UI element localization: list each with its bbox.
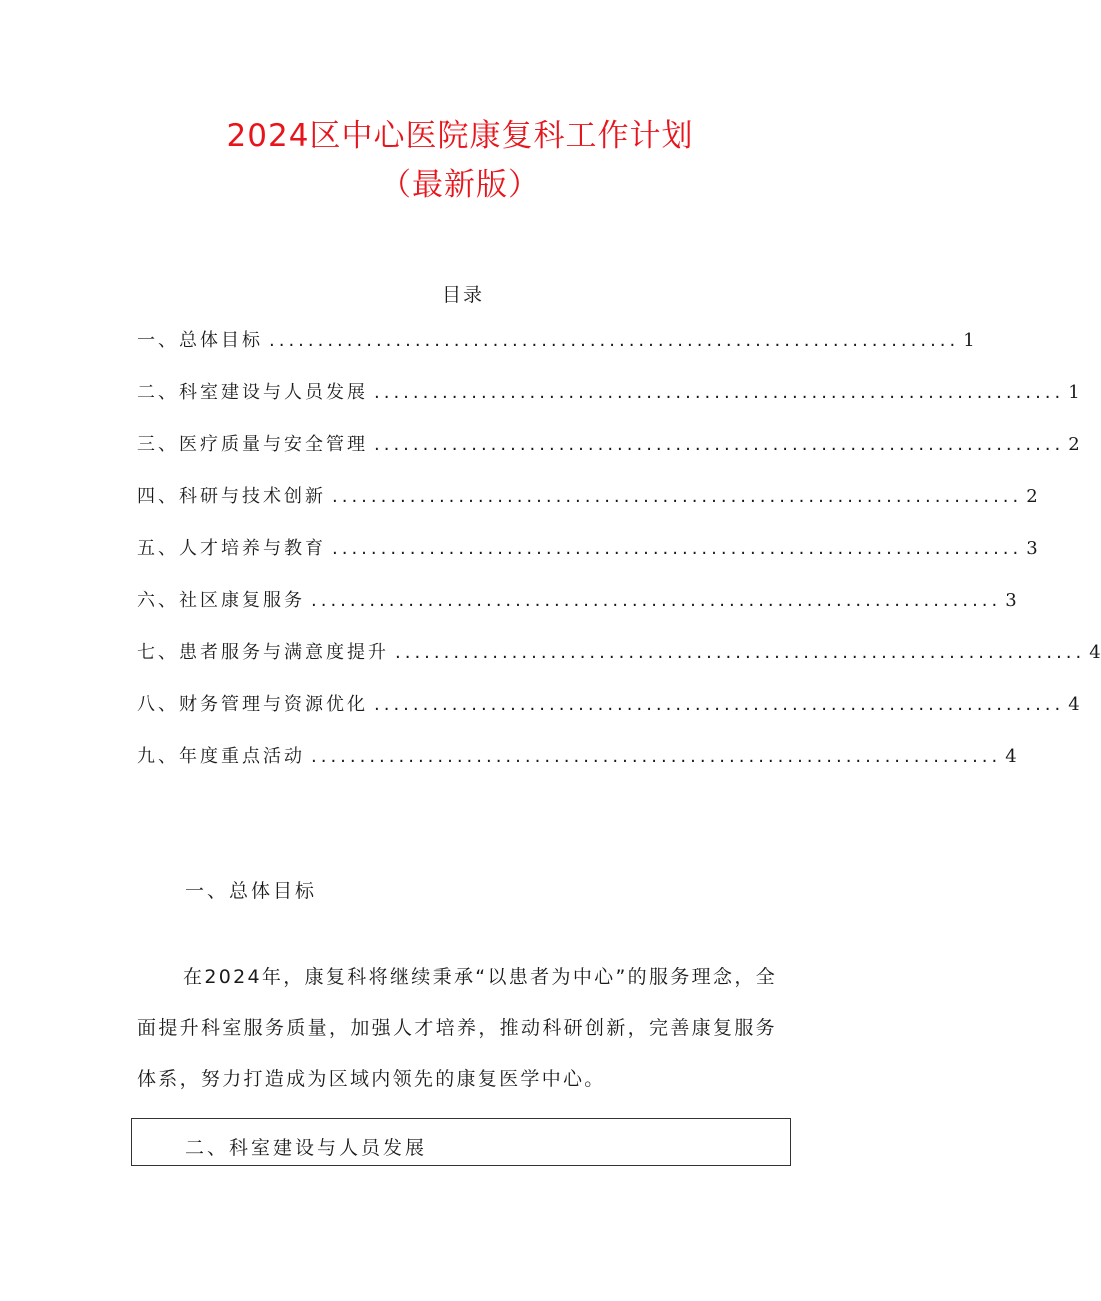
toc-item-5[interactable] bbox=[137, 534, 1038, 586]
toc-item-page: 4 bbox=[1005, 746, 1017, 767]
toc-item-4[interactable] bbox=[137, 482, 1038, 534]
toc-item-label: 六、社区康复服务 bbox=[137, 590, 305, 611]
toc-leader-dots: ....................................................................... bbox=[374, 434, 1065, 455]
toc-item-7[interactable] bbox=[137, 638, 1101, 690]
toc-item-9[interactable] bbox=[137, 742, 1017, 794]
toc-item-3[interactable] bbox=[137, 430, 1080, 482]
section-heading-2-box bbox=[131, 1118, 791, 1166]
toc-leader-dots: ....................................................................... bbox=[269, 330, 960, 351]
toc-leader-dots: ....................................................................... bbox=[332, 538, 1023, 559]
toc-item-1[interactable] bbox=[137, 326, 975, 378]
toc-item-label: 四、科研与技术创新 bbox=[137, 486, 326, 507]
toc-item-page: 2 bbox=[1026, 486, 1038, 507]
toc-leader-dots: ....................................................................... bbox=[332, 486, 1023, 507]
toc-heading: 目录 bbox=[441, 284, 484, 306]
toc-item-label: 五、人才培养与教育 bbox=[137, 538, 326, 559]
toc-item-label: 八、财务管理与资源优化 bbox=[137, 694, 368, 715]
toc-item-label: 三、医疗质量与安全管理 bbox=[137, 434, 368, 455]
toc-item-label: 一、总体目标 bbox=[137, 330, 263, 351]
toc-item-page: 1 bbox=[1068, 382, 1080, 403]
toc-item-page: 4 bbox=[1089, 642, 1101, 663]
toc-item-page: 3 bbox=[1005, 590, 1017, 611]
toc-item-label: 二、科室建设与人员发展 bbox=[137, 382, 368, 403]
toc-item-2[interactable] bbox=[137, 378, 1080, 430]
section-1-paragraph: 在2024年，康复科将继续秉承“以患者为中心”的服务理念，全面提升科室服务质量，加强人才培养，推动科研创新，完善康复服务体系，努力打造成为区域内领先的康复医学中心。 bbox=[137, 966, 777, 1090]
toc-leader-dots: ....................................................................... bbox=[374, 694, 1065, 715]
toc-item-label: 九、年度重点活动 bbox=[137, 746, 305, 767]
document-title: 2024区中心医院康复科工作计划 bbox=[226, 118, 694, 154]
toc-leader-dots: ....................................................................... bbox=[374, 382, 1065, 403]
toc-leader-dots: ....................................................................... bbox=[311, 746, 1002, 767]
toc-item-page: 2 bbox=[1068, 434, 1080, 455]
toc-item-8[interactable] bbox=[137, 690, 1080, 742]
toc-item-label: 七、患者服务与满意度提升 bbox=[137, 642, 389, 663]
toc-item-page: 4 bbox=[1068, 694, 1080, 715]
section-heading-2: 二、科室建设与人员发展 bbox=[185, 1137, 428, 1159]
toc-item-page: 3 bbox=[1026, 538, 1038, 559]
toc-leader-dots: ....................................................................... bbox=[311, 590, 1002, 611]
document-subtitle: （最新版） bbox=[380, 167, 540, 203]
toc-item-6[interactable] bbox=[137, 586, 1017, 638]
toc-leader-dots: ....................................................................... bbox=[395, 642, 1086, 663]
table-of-contents bbox=[137, 326, 1101, 794]
toc-item-page: 1 bbox=[963, 330, 975, 351]
section-heading-1: 一、总体目标 bbox=[185, 880, 318, 902]
